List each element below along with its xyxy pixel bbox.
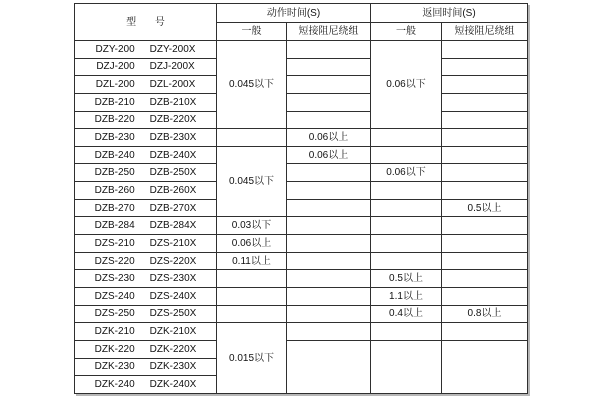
return-general-cell [371,323,442,341]
return-damping-cell [442,164,528,182]
header-return-time: 返回时间(S) [371,4,528,23]
action-damping-cell [287,340,371,393]
table-row [75,323,528,341]
header-row-groups [75,4,528,23]
action-general-cell: 0.06以上 [217,235,287,253]
model-text-x: DZY-200X [149,43,196,55]
action-general-cell [217,287,287,305]
model-text-x: DZS-210X [149,237,197,249]
model-cell [75,252,217,270]
action-general-cell: 0.015以下 [217,323,287,394]
model-text-x: DZS-230X [149,273,197,285]
model-text-x: DZB-210X [149,96,197,108]
table-row [75,270,528,288]
model-text: DZB-260 [94,184,135,196]
return-general-cell: 0.5以上 [371,270,442,288]
header-action-time: 动作时间(S) [217,4,371,23]
model-cell [75,146,217,164]
return-damping-cell [442,217,528,235]
model-text-x: DZK-220X [149,343,197,355]
action-damping-cell [287,217,371,235]
action-general-cell: 0.045以下 [217,146,287,217]
table-row [75,217,528,235]
model-text-x: DZB-250X [149,167,197,179]
return-damping-cell [442,93,528,111]
model-cell [75,305,217,323]
model-text-x: DZS-240X [149,290,197,302]
return-general-cell [371,129,442,147]
model-cell [75,41,217,59]
return-general-cell [371,199,442,217]
action-damping-cell [287,270,371,288]
return-damping-cell [442,58,528,76]
model-text-x: DZK-210X [149,326,197,338]
return-general-cell: 0.06以下 [371,41,442,129]
model-text-x: DZS-220X [149,255,197,267]
table-row [75,164,528,182]
return-damping-cell [442,270,528,288]
table-row [75,111,528,129]
action-damping-cell [287,235,371,253]
table-row [75,93,528,111]
action-damping-cell [287,252,371,270]
table-row [75,76,528,94]
model-cell [75,76,217,94]
return-general-cell [371,146,442,164]
model-text: DZK-230 [94,361,135,373]
action-damping-cell: 0.06以上 [287,129,371,147]
model-text: DZS-240 [94,290,135,302]
action-general-cell [217,270,287,288]
table-row [75,340,528,358]
model-cell [75,217,217,235]
model-cell [75,270,217,288]
return-damping-cell: 0.5以上 [442,199,528,217]
model-text: DZB-220 [94,114,135,126]
table-row [75,58,528,76]
return-damping-cell [442,111,528,129]
return-damping-cell [442,129,528,147]
action-damping-cell: 0.06以上 [287,146,371,164]
return-damping-cell: 0.8以上 [442,305,528,323]
return-general-cell [371,235,442,253]
model-text-x: DZK-230X [149,361,197,373]
action-damping-cell [287,199,371,217]
model-text: DZB-270 [94,202,135,214]
model-cell [75,93,217,111]
table-row [75,252,528,270]
action-damping-cell [287,93,371,111]
action-damping-cell [287,76,371,94]
model-text-x: DZJ-200X [149,61,195,73]
model-text-x: DZB-260X [149,184,197,196]
model-text: DZB-240 [94,149,135,161]
model-text: DZK-240 [94,378,135,390]
model-cell [75,111,217,129]
return-general-cell [371,182,442,200]
action-general-cell: 0.045以下 [217,41,287,129]
return-damping-cell [442,340,528,393]
model-cell [75,58,217,76]
model-text-x: DZK-240X [149,378,197,390]
model-text-x: DZB-270X [149,202,197,214]
model-cell [75,129,217,147]
model-text-x: DZS-250X [149,308,197,320]
model-cell [75,182,217,200]
model-text-x: DZB-284X [149,220,197,232]
return-general-cell [371,217,442,235]
return-general-cell: 0.06以下 [371,164,442,182]
action-general-cell: 0.11以上 [217,252,287,270]
table-row [75,146,528,164]
model-text: DZB-210 [94,96,135,108]
action-general-cell [217,305,287,323]
action-damping-cell [287,164,371,182]
model-text-x: DZB-230X [149,132,197,144]
return-general-cell: 0.4以上 [371,305,442,323]
model-text-x: DZB-240X [149,149,197,161]
model-text: DZS-250 [94,308,135,320]
model-cell [75,199,217,217]
return-damping-cell [442,252,528,270]
table-row [75,287,528,305]
action-damping-cell [287,305,371,323]
model-text: DZB-250 [94,167,135,179]
action-damping-cell [287,323,371,341]
table-row [75,199,528,217]
return-damping-cell [442,182,528,200]
model-text: DZB-230 [94,132,135,144]
return-damping-cell [442,76,528,94]
action-damping-cell [287,58,371,76]
return-damping-cell [442,287,528,305]
model-cell [75,235,217,253]
model-text-x: DZL-200X [149,79,196,91]
return-general-cell [371,252,442,270]
table-row [75,41,528,59]
model-cell [75,323,217,341]
header-model: 型 号 [75,4,217,41]
return-damping-cell [442,146,528,164]
header-return-damping: 短接阻尼绕组 [442,23,528,41]
header-action-general: 一般 [217,23,287,41]
model-text: DZY-200 [95,43,135,55]
action-damping-cell [287,41,371,59]
action-damping-cell [287,182,371,200]
return-general-cell: 1.1以上 [371,287,442,305]
return-damping-cell [442,323,528,341]
table-row [75,182,528,200]
table-row [75,305,528,323]
model-cell [75,358,217,376]
table-row [75,129,528,147]
model-text: DZS-210 [94,237,135,249]
model-text: DZJ-200 [96,61,135,73]
return-general-cell [371,340,442,393]
model-text: DZS-230 [94,273,135,285]
action-general-cell: 0.03以下 [217,217,287,235]
model-cell [75,287,217,305]
model-cell [75,340,217,358]
spec-table [74,3,528,394]
model-text: DZL-200 [95,79,135,91]
action-general-cell [217,129,287,147]
return-damping-cell [442,235,528,253]
model-cell [75,164,217,182]
header-return-general: 一般 [371,23,442,41]
model-cell [75,376,217,394]
action-damping-cell [287,111,371,129]
model-text-x: DZB-220X [149,114,197,126]
model-text: DZS-220 [94,255,135,267]
model-text: DZK-210 [94,326,135,338]
model-text: DZB-284 [94,220,135,232]
return-damping-cell [442,41,528,59]
header-action-damping: 短接阻尼绕组 [287,23,371,41]
action-damping-cell [287,287,371,305]
model-text: DZK-220 [94,343,135,355]
table-row [75,235,528,253]
